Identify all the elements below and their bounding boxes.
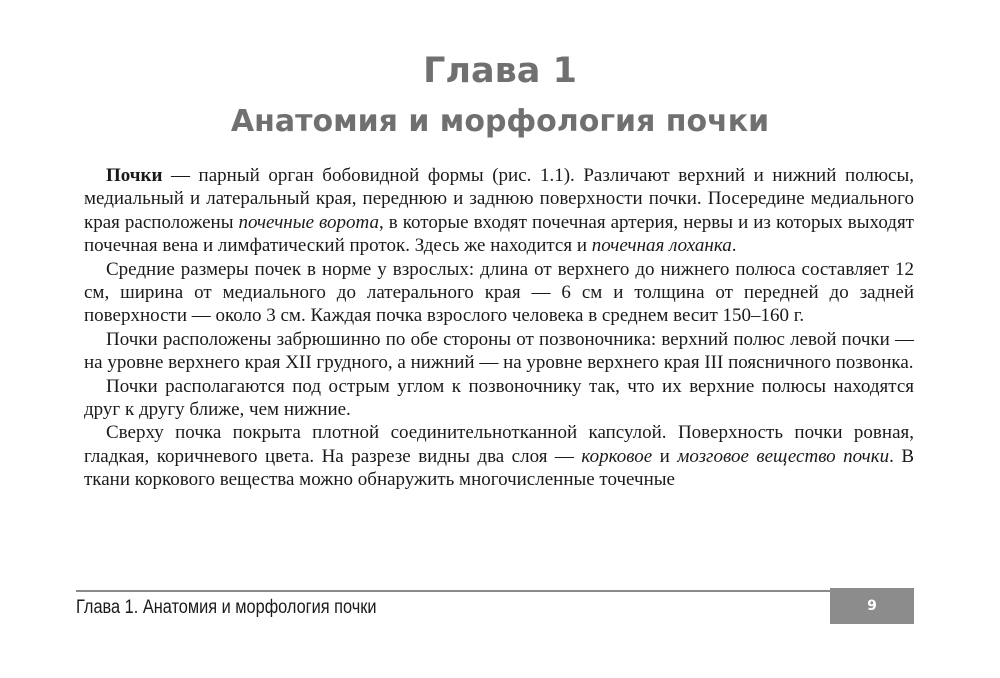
- text-run: .: [731, 235, 737, 257]
- text-run: , в которые входят почечная артерия, нервы и из которых выходят почечная вена и лимфатический проток. Здесь же находится и: [84, 211, 914, 257]
- paragraph: Почки располагаются под острым углом к позвоночнику так, что их верхние полюсы находятся друг к другу ближе, чем нижние.: [84, 375, 914, 421]
- footer-divider: [76, 590, 832, 592]
- text-run: и: [652, 445, 678, 467]
- body-text: [84, 164, 914, 492]
- text-run: Сверху почка покрыта плотной соединительнотканной капсулой. Поверхность почки ровная, гладкая, коричневого цвета. На разрезе видны два слоя —: [84, 422, 914, 467]
- text-run: — парный орган бобовидной формы (рис. 1.1). Различают верхний и нижний полюсы, медиальный и латеральный края, переднюю и заднюю поверхности почки. Посередине медиального края расположены: [84, 165, 914, 233]
- term-renal-pelvis: почечная лоханка: [591, 235, 732, 257]
- page-number: 9: [830, 588, 914, 624]
- paragraph: [84, 421, 914, 491]
- chapter-title: Анатомия и морфология почки: [230, 104, 770, 139]
- term-medulla: мозговое вещество почки: [677, 445, 890, 467]
- chapter-number: Глава 1: [423, 51, 577, 91]
- paragraph: [84, 164, 914, 258]
- paragraph: Средние размеры почек в норме у взрослых: длина от верхнего до нижнего полюса составляет 12 см, ширина от медиального до латерального края — 6 см и толщина от передней до задней поверхности — около 3 см. Каждая почка взрослого человека в среднем весит 150–160 г.: [84, 258, 914, 327]
- term-kidneys: Почки: [106, 165, 163, 186]
- term-cortex: корковое: [581, 445, 653, 467]
- running-title: Глава 1. Анатомия и морфология почки: [76, 597, 377, 618]
- text-run: . В ткани коркового вещества можно обнаружить многочисленные точечные: [84, 445, 914, 491]
- term-renal-hilum: почечные ворота: [238, 211, 380, 233]
- paragraph: Почки расположены забрюшинно по обе стороны от позвоночника: верхний полюс левой почки — на уровне верхнего края XII грудного, а нижний — на уровне верхнего края III поясничного позвонка.: [84, 328, 914, 374]
